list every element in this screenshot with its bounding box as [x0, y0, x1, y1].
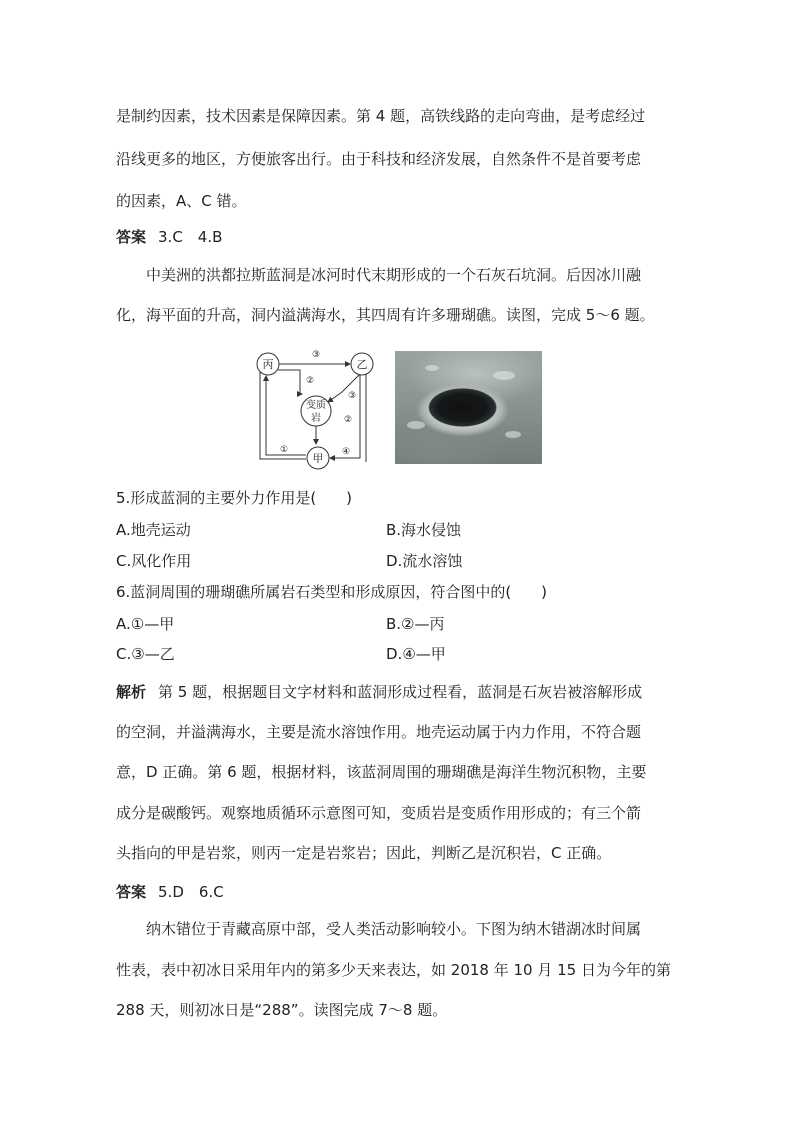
analysis-line: 的空洞，并溢满海水，主要是流水溶蚀作用。地壳运动属于内力作用，不符合题	[116, 723, 642, 741]
q5-option-a: A.地壳运动	[116, 521, 191, 539]
arrow-label: ②	[305, 376, 315, 386]
rock-cycle-diagram	[250, 348, 382, 470]
q5-option-c: C.风化作用	[116, 552, 192, 570]
arrow-label: ②	[343, 415, 353, 425]
answer-row	[116, 882, 224, 902]
answer-label: 答案	[116, 228, 147, 246]
blue-hole-photo	[395, 351, 542, 464]
q6-option-a: A.①—甲	[116, 615, 175, 633]
paragraph-line: 化，海平面的升高，洞内溢满海水，其四周有许多珊瑚礁。读图，完成 5～6 题。	[116, 306, 655, 324]
node-metamorphic-1: 变质	[306, 400, 326, 411]
q6-option-c: C.③—乙	[116, 645, 175, 663]
arrow-label: ①	[279, 445, 289, 455]
arrow-label: ③	[311, 350, 321, 360]
question-5-stem: 5.形成蓝洞的主要外力作用是( )	[116, 489, 353, 507]
analysis-row	[116, 682, 642, 702]
answer-label: 答案	[116, 883, 147, 901]
paragraph-line: 288 天，则初冰日是“288”。读图完成 7～8 题。	[116, 1001, 448, 1019]
answer-row	[116, 227, 222, 247]
answer-value: 3.C 4.B	[158, 228, 223, 246]
paragraph-line: 沿线更多的地区，方便旅客出行。由于科技和经济发展，自然条件不是首要考虑	[116, 150, 642, 168]
node-bing: 丙	[262, 358, 274, 371]
paragraph-line: 中美洲的洪都拉斯蓝洞是冰河时代末期形成的一个石灰石坑洞。后因冰川融	[146, 266, 642, 284]
q5-option-d: D.流水溶蚀	[386, 552, 463, 570]
paragraph-line: 是制约因素，技术因素是保障因素。第 4 题，高铁线路的走向弯曲，是考虑经过	[116, 107, 646, 125]
analysis-line: 意，D 正确。第 6 题，根据材料，该蓝洞周围的珊瑚礁是海洋生物沉积物，主要	[116, 763, 647, 781]
q6-option-b: B.②—丙	[386, 615, 445, 633]
q6-option-d: D.④—甲	[386, 645, 446, 663]
q5-option-b: B.海水侵蚀	[386, 521, 462, 539]
node-jia: 甲	[312, 452, 324, 465]
paragraph-line: 纳木错位于青藏高原中部，受人类活动影响较小。下图为纳木错湖冰时间属	[146, 920, 642, 938]
paragraph-line: 的因素，A、C 错。	[116, 192, 247, 210]
analysis-line: 头指向的甲是岩浆，则丙一定是岩浆岩；因此，判断乙是沉积岩，C 正确。	[116, 844, 612, 862]
node-metamorphic-2: 岩	[311, 413, 321, 424]
analysis-line: 成分是碳酸钙。观察地质循环示意图可知，变质岩是变质作用形成的；有三个箭	[116, 804, 642, 822]
answer-value: 5.D 6.C	[158, 883, 224, 901]
node-yi: 乙	[356, 358, 368, 371]
arrow-label: ③	[347, 391, 357, 401]
analysis-label: 解析	[116, 683, 147, 701]
question-6-stem: 6.蓝洞周围的珊瑚礁所属岩石类型和形成原因，符合图中的( )	[116, 583, 548, 601]
paragraph-line: 性表，表中初冰日采用年内的第多少天来表达，如 2018 年 10 月 15 日为今年的第	[116, 961, 671, 979]
arrow-label: ④	[341, 447, 351, 457]
analysis-first-line: 第 5 题，根据题目文字材料和蓝洞形成过程看，蓝洞是石灰岩被溶解形成	[158, 683, 643, 701]
